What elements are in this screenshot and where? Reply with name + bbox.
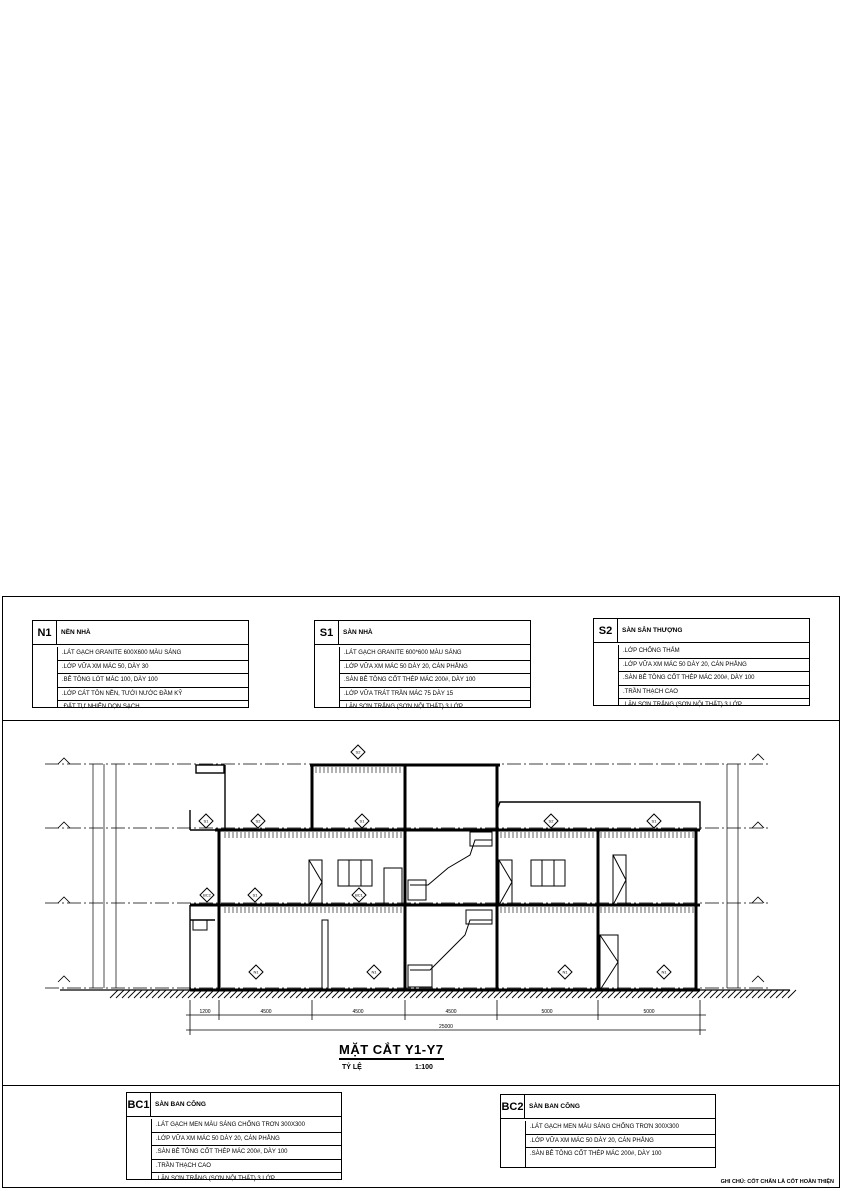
svg-text:S1: S1	[359, 818, 365, 824]
spec-row: .SÀN BÊ TÔNG CỐT THÉP MÁC 200#, DÀY 100	[340, 674, 530, 688]
svg-text:N1: N1	[371, 969, 377, 975]
spec-table-bc1	[126, 1092, 342, 1180]
svg-text:S2: S2	[355, 749, 361, 755]
spec-row: .LỚP CÁT TÔN NỀN, TƯỚI NƯỚC ĐẦM KỸ	[58, 688, 248, 702]
spec-row: .SÀN BÊ TÔNG CỐT THÉP MÁC 200#, DÀY 100	[619, 672, 809, 686]
level-tag	[355, 814, 369, 828]
spec-row: .LÁT GẠCH GRANITE 600*600 MÀU SÁNG	[340, 647, 530, 661]
level-tag	[200, 888, 214, 902]
drawing-note: GHI CHÚ: CỐT CHẤN LÀ CỐT HOÀN THIỆN	[720, 1179, 834, 1185]
svg-text:N1: N1	[562, 969, 568, 975]
spec-row: .LĂN SƠN TRẮNG (SƠN NỘI THẤT) 3 LỚP	[344, 704, 463, 710]
level-tag	[558, 965, 572, 979]
spec-table-s2	[593, 618, 810, 706]
dim-6: 5000	[643, 1009, 655, 1015]
dim-3: 4500	[352, 1009, 364, 1015]
svg-text:S2: S2	[255, 818, 261, 824]
spec-row: .LỚP VỮA XM MÁC 50 DÀY 20, CÁN PHẲNG	[526, 1135, 715, 1149]
level-tag	[351, 745, 365, 759]
divider-bottom	[3, 1085, 839, 1086]
spec-row: .SÀN BÊ TÔNG CỐT THÉP MÁC 200#, DÀY 100	[530, 1151, 662, 1157]
section-drawing	[0, 720, 842, 1080]
level-tag	[251, 814, 265, 828]
svg-text:N1: N1	[253, 969, 259, 975]
spec-row: .LỚP VỮA XM MÁC 50 DÀY 20, CÁN PHẲNG	[152, 1133, 341, 1147]
level-tag	[367, 965, 381, 979]
svg-text:S1: S1	[252, 892, 258, 898]
spec-table-s1	[314, 620, 531, 708]
spec-table-bc2	[500, 1094, 716, 1168]
spec-row: .LỚP VỮA XM MÁC 50 DÀY 20, CÁN PHẲNG	[619, 659, 809, 673]
svg-text:S1: S1	[651, 818, 657, 824]
spec-table-n1	[32, 620, 249, 708]
dim-2: 4500	[260, 1009, 272, 1015]
dim-total: 25000	[439, 1024, 453, 1030]
spec-row: .SÀN BÊ TÔNG CỐT THÉP MÁC 200#, DÀY 100	[152, 1146, 341, 1160]
spec-row: .TRẦN THẠCH CAO	[152, 1160, 341, 1174]
spec-code: S1	[315, 621, 339, 645]
svg-text:N1: N1	[661, 969, 667, 975]
spec-row: .BÊ TÔNG LÓT MÁC 100, DÀY 100	[58, 674, 248, 688]
spec-row: .LĂN SƠN TRẮNG (SƠN NỘI THẤT) 3 LỚP	[156, 1176, 275, 1182]
dim-1: 1200	[199, 1009, 211, 1015]
level-tag	[647, 814, 661, 828]
spec-row: .LỚP VỮA TRÁT TRẦN MÁC 75 DÀY 15	[340, 688, 530, 702]
scale-value: 1:100	[415, 1064, 433, 1071]
spec-row: .ĐẤT TỰ NHIÊN DỌN SẠCH	[62, 704, 140, 710]
spec-row: .LỚP CHỐNG THẤM	[619, 645, 809, 659]
spec-title: SÀN BAN CÔNG	[155, 1101, 206, 1108]
level-tag	[657, 965, 671, 979]
dim-4: 4500	[445, 1009, 457, 1015]
section-title: MẶT CẮT Y1-Y7	[339, 1042, 444, 1060]
dim-5: 5000	[541, 1009, 553, 1015]
spec-row: .LÁT GẠCH MEN MÀU SÁNG CHỐNG TRƠN 300X300	[152, 1119, 341, 1133]
level-tag	[199, 814, 213, 828]
level-tag	[544, 814, 558, 828]
spec-row: .LĂN SƠN TRẮNG (SƠN NỘI THẤT) 3 LỚP	[623, 702, 742, 708]
level-tag	[248, 888, 262, 902]
spec-code: N1	[33, 621, 57, 645]
spec-row: .LỚP VỮA XM MÁC 50, DÀY 30	[58, 661, 248, 675]
spec-row: .TRẦN THẠCH CAO	[619, 686, 809, 700]
spec-code: BC2	[501, 1095, 525, 1119]
spec-title: SÀN BAN CÔNG	[529, 1103, 580, 1110]
scale-label: TỶ LỆ	[342, 1064, 362, 1071]
spec-title: SÀN NHÀ	[343, 629, 373, 636]
spec-title: NỀN NHÀ	[61, 629, 91, 636]
svg-text:S2: S2	[548, 818, 554, 824]
spec-title: SÀN SÂN THƯỢNG	[622, 627, 683, 634]
svg-text:BC2: BC2	[203, 892, 211, 898]
level-tag	[249, 965, 263, 979]
spec-row: .LÁT GẠCH GRANITE 600X600 MÀU SÁNG	[58, 647, 248, 661]
spec-row: .LÁT GẠCH MEN MÀU SÁNG CHỐNG TRƠN 300X300	[526, 1121, 715, 1135]
level-tag	[352, 888, 366, 902]
spec-code: S2	[594, 619, 618, 643]
svg-text:S1: S1	[203, 818, 209, 824]
spec-row: .LỚP VỮA XM MÁC 50 DÀY 20, CÁN PHẲNG	[340, 661, 530, 675]
svg-text:BC1: BC1	[355, 892, 363, 898]
spec-code: BC1	[127, 1093, 151, 1117]
